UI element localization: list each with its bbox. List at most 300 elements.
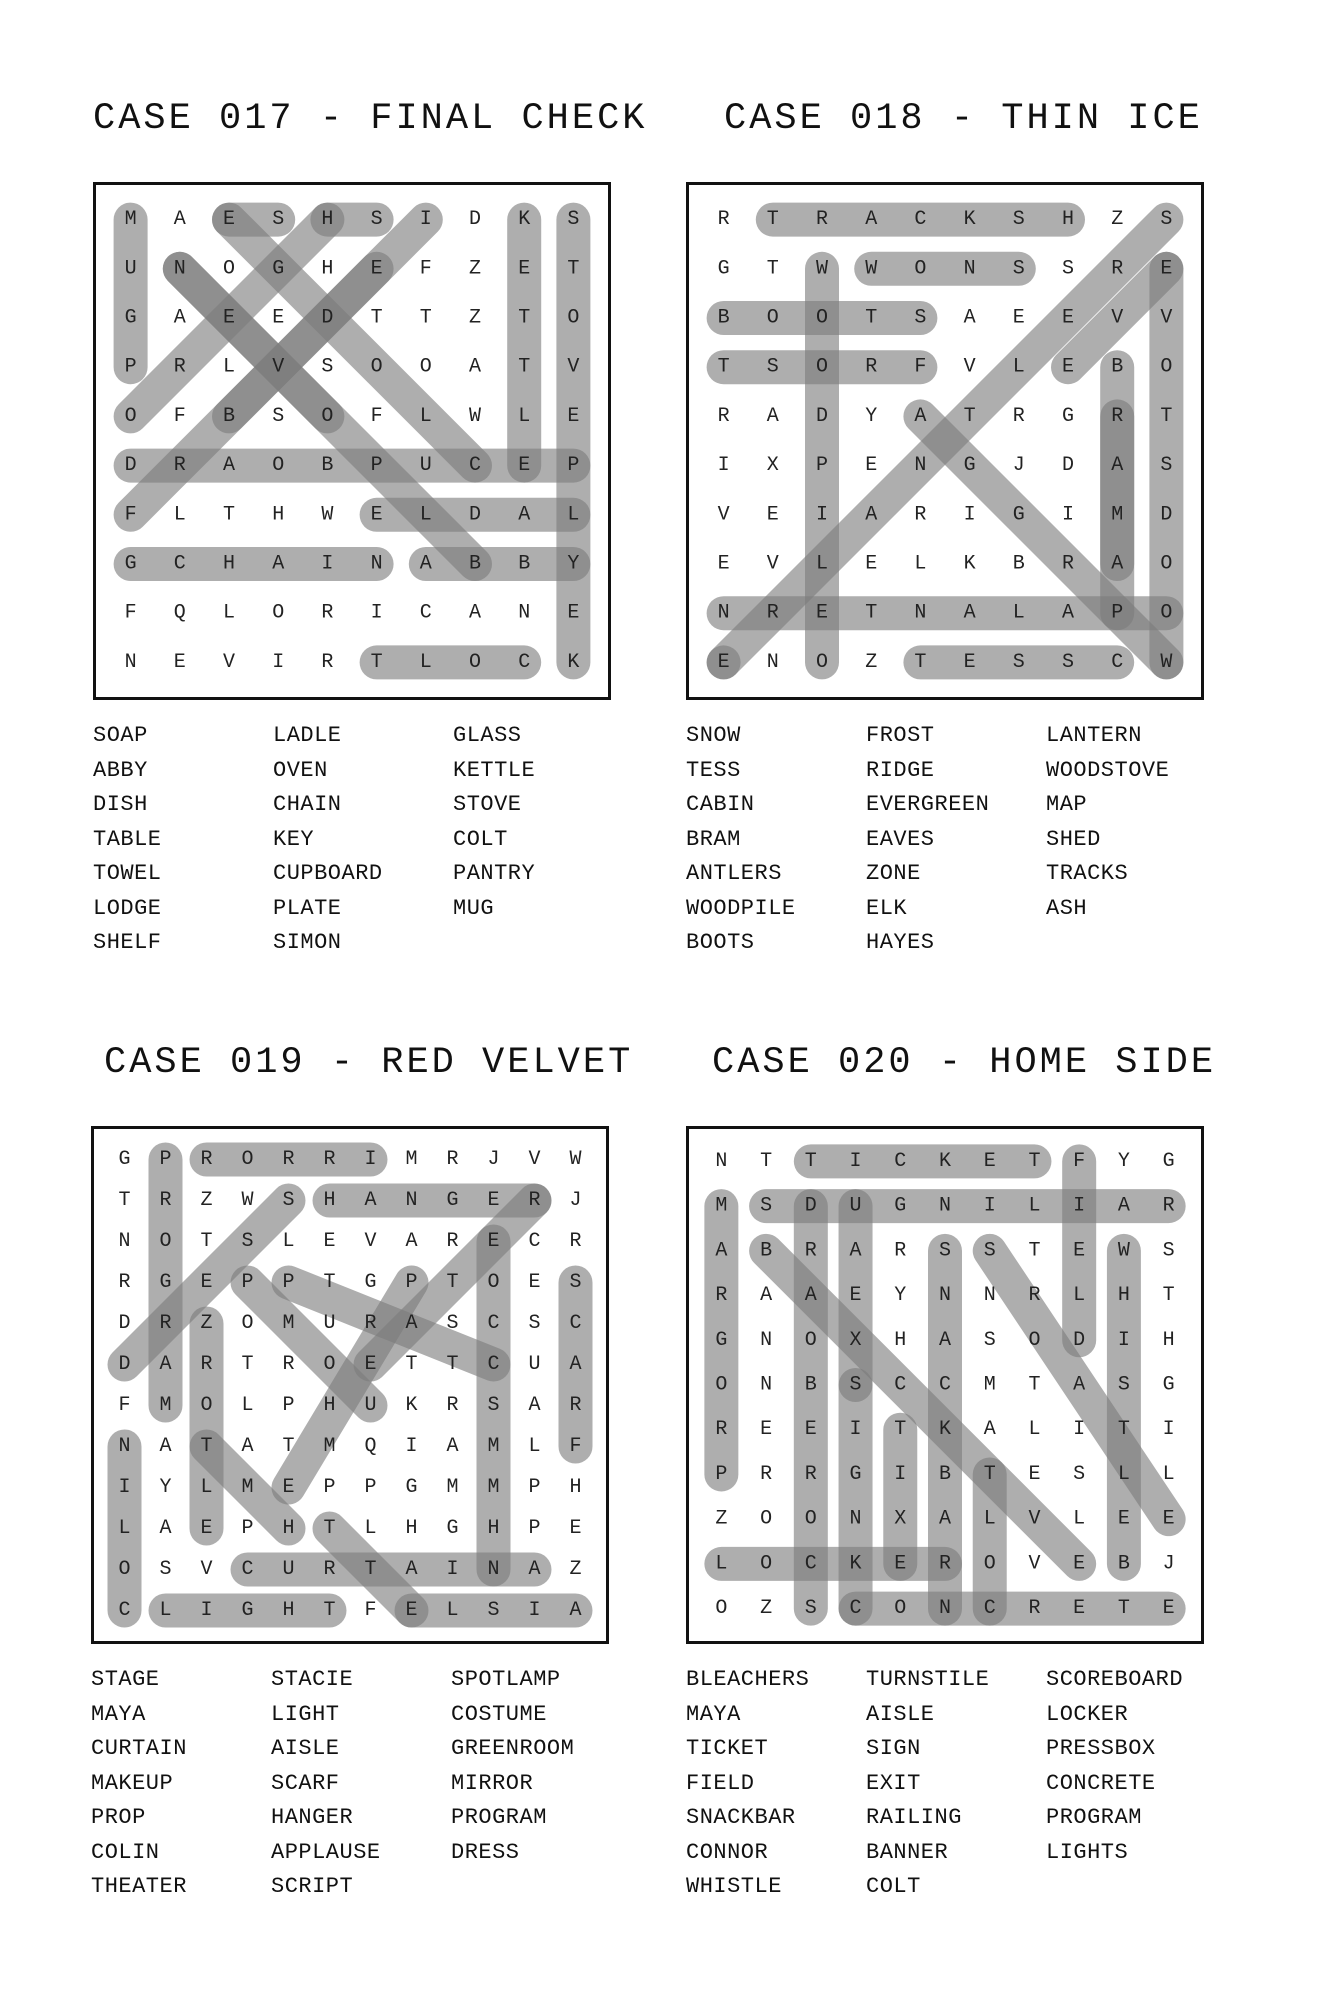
grid-letter[interactable]: N [717, 601, 730, 625]
grid-letter[interactable]: D [804, 1194, 817, 1218]
grid-letter[interactable]: E [370, 257, 383, 281]
grid-letter[interactable]: G [446, 1189, 459, 1212]
grid-letter[interactable]: A [1111, 552, 1124, 576]
grid-letter[interactable]: I [419, 208, 432, 232]
grid-letter[interactable]: Y [894, 1284, 907, 1308]
grid-letter[interactable]: A [173, 306, 186, 330]
grid-letter[interactable]: W [1117, 1239, 1130, 1263]
grid-letter[interactable]: C [914, 208, 927, 232]
grid-letter[interactable]: C [983, 1597, 996, 1621]
grid-letter[interactable]: R [446, 1148, 459, 1171]
grid-letter[interactable]: L [914, 552, 927, 576]
grid-letter[interactable]: G [118, 1148, 131, 1171]
grid-letter[interactable]: A [983, 1418, 996, 1442]
grid-letter[interactable]: T [865, 601, 878, 625]
grid-letter[interactable]: N [914, 454, 927, 478]
grid-letter[interactable]: L [222, 355, 236, 379]
grid-letter[interactable]: S [938, 1239, 952, 1263]
grid-letter[interactable]: L [364, 1517, 377, 1540]
grid-letter[interactable]: V [528, 1148, 541, 1171]
grid-letter[interactable]: W [321, 503, 334, 527]
grid-letter[interactable]: J [569, 1189, 582, 1212]
grid-letter[interactable]: S [1012, 257, 1025, 281]
grid-letter[interactable]: M [487, 1435, 500, 1458]
grid-letter[interactable]: S [1061, 257, 1075, 281]
grid-letter[interactable]: R [715, 1284, 728, 1308]
grid-letter[interactable]: E [1160, 257, 1173, 281]
grid-letter[interactable]: E [518, 454, 531, 478]
grid-letter[interactable]: T [963, 404, 976, 428]
grid-letter[interactable]: C [241, 1558, 254, 1581]
grid-letter[interactable]: I [364, 1148, 377, 1171]
grid-letter[interactable]: H [894, 1328, 907, 1352]
grid-letter[interactable]: S [766, 355, 779, 379]
grid-letter[interactable]: A [159, 1435, 172, 1458]
grid-letter[interactable]: T [518, 355, 531, 379]
grid-letter[interactable]: S [528, 1312, 541, 1335]
grid-letter[interactable]: T [983, 1462, 996, 1486]
grid-letter[interactable]: T [323, 1517, 336, 1540]
grid-letter[interactable]: K [963, 208, 976, 232]
grid-letter[interactable]: R [323, 1558, 336, 1581]
grid-letter[interactable]: F [124, 601, 137, 625]
grid-letter[interactable]: H [1061, 208, 1075, 232]
grid-letter[interactable]: J [1162, 1552, 1175, 1576]
grid-letter[interactable]: T [766, 208, 779, 232]
grid-letter[interactable]: E [983, 1149, 996, 1173]
grid-letter[interactable]: N [760, 1328, 773, 1352]
grid-letter[interactable]: R [715, 1418, 728, 1442]
grid-letter[interactable]: A [766, 404, 779, 428]
grid-letter[interactable]: L [1073, 1284, 1086, 1308]
grid-letter[interactable]: H [323, 1394, 336, 1417]
grid-letter[interactable]: B [804, 1373, 817, 1397]
grid-letter[interactable]: O [222, 257, 236, 281]
grid-letter[interactable]: L [173, 503, 186, 527]
grid-letter[interactable]: A [865, 503, 878, 527]
grid-letter[interactable]: Z [468, 306, 482, 330]
grid-letter[interactable]: N [849, 1507, 862, 1531]
grid-letter[interactable]: S [446, 1312, 459, 1335]
grid-letter[interactable]: C [804, 1552, 817, 1576]
grid-letter[interactable]: I [963, 503, 976, 527]
grid-letter[interactable]: G [1061, 404, 1075, 428]
grid-letter[interactable]: H [321, 257, 334, 281]
grid-letter[interactable]: G [715, 1328, 728, 1352]
grid-letter[interactable]: S [241, 1230, 254, 1253]
grid-letter[interactable]: O [1028, 1328, 1041, 1352]
grid-letter[interactable]: R [364, 1312, 377, 1335]
grid-letter[interactable]: O [766, 306, 779, 330]
grid-letter[interactable]: M [405, 1148, 418, 1171]
grid-letter[interactable]: L [1028, 1194, 1041, 1218]
grid-letter[interactable]: O [815, 650, 829, 674]
grid-letter[interactable]: K [963, 552, 976, 576]
grid-letter[interactable]: E [1117, 1507, 1130, 1531]
grid-letter[interactable]: I [849, 1149, 862, 1173]
grid-letter[interactable]: G [272, 257, 285, 281]
grid-letter[interactable]: O [124, 404, 137, 428]
grid-letter[interactable]: C [468, 454, 482, 478]
grid-letter[interactable]: T [405, 1353, 418, 1376]
grid-letter[interactable]: M [241, 1476, 254, 1499]
grid-letter[interactable]: A [938, 1507, 952, 1531]
grid-letter[interactable]: V [1111, 306, 1124, 330]
grid-letter[interactable]: C [487, 1312, 500, 1335]
grid-letter[interactable]: Z [1111, 208, 1124, 232]
grid-letter[interactable]: A [1073, 1373, 1086, 1397]
grid-letter[interactable]: S [983, 1239, 996, 1263]
grid-letter[interactable]: E [1061, 355, 1075, 379]
grid-letter[interactable]: T [222, 503, 236, 527]
grid-letter[interactable]: P [715, 1462, 728, 1486]
grid-letter[interactable]: I [321, 552, 334, 576]
grid-letter[interactable]: Y [865, 404, 878, 428]
grid-letter[interactable]: H [321, 208, 334, 232]
grid-letter[interactable]: L [118, 1517, 131, 1540]
grid-letter[interactable]: F [370, 404, 383, 428]
grid-letter[interactable]: A [528, 1558, 541, 1581]
grid-letter[interactable]: O [914, 257, 927, 281]
grid-letter[interactable]: W [569, 1148, 582, 1171]
grid-letter[interactable]: T [1160, 404, 1173, 428]
grid-letter[interactable]: D [1061, 454, 1075, 478]
grid-letter[interactable]: R [118, 1271, 131, 1294]
grid-letter[interactable]: N [173, 257, 186, 281]
grid-letter[interactable]: G [124, 552, 137, 576]
grid-letter[interactable]: G [963, 454, 976, 478]
grid-letter[interactable]: L [419, 503, 432, 527]
grid-letter[interactable]: D [321, 306, 334, 330]
grid-letter[interactable]: N [938, 1597, 952, 1621]
grid-letter[interactable]: S [487, 1599, 500, 1622]
grid-letter[interactable]: L [1028, 1418, 1041, 1442]
grid-letter[interactable]: P [405, 1271, 418, 1294]
grid-letter[interactable]: E [865, 552, 878, 576]
grid-letter[interactable]: R [173, 454, 186, 478]
grid-letter[interactable]: E [1073, 1552, 1086, 1576]
grid-letter[interactable]: R [200, 1353, 213, 1376]
grid-letter[interactable]: N [124, 650, 137, 674]
grid-letter[interactable]: Z [760, 1597, 773, 1621]
grid-letter[interactable]: E [200, 1517, 213, 1540]
grid-letter[interactable]: E [282, 1476, 295, 1499]
grid-letter[interactable]: Y [567, 552, 580, 576]
grid-letter[interactable]: P [124, 355, 137, 379]
grid-letter[interactable]: B [717, 306, 730, 330]
grid-letter[interactable]: W [865, 257, 878, 281]
grid-letter[interactable]: K [938, 1149, 952, 1173]
grid-letter[interactable]: S [282, 1189, 295, 1212]
grid-letter[interactable]: E [323, 1230, 336, 1253]
grid-letter[interactable]: D [124, 454, 137, 478]
grid-letter[interactable]: T [804, 1149, 817, 1173]
grid-letter[interactable]: I [1061, 503, 1075, 527]
grid-letter[interactable]: N [118, 1230, 131, 1253]
grid-letter[interactable]: T [760, 1149, 773, 1173]
grid-letter[interactable]: E [173, 650, 186, 674]
grid-letter[interactable]: R [321, 601, 334, 625]
grid-letter[interactable]: O [894, 1597, 907, 1621]
grid-letter[interactable]: O [200, 1394, 213, 1417]
grid-letter[interactable]: M [159, 1394, 172, 1417]
grid-letter[interactable]: D [1073, 1328, 1086, 1352]
grid-letter[interactable]: Z [865, 650, 878, 674]
grid-letter[interactable]: I [1162, 1418, 1175, 1442]
grid-letter[interactable]: E [487, 1189, 500, 1212]
grid-letter[interactable]: I [370, 601, 383, 625]
grid-letter[interactable]: R [1028, 1597, 1041, 1621]
grid-letter[interactable]: E [815, 601, 829, 625]
grid-letter[interactable]: E [567, 404, 580, 428]
grid-letter[interactable]: P [370, 454, 383, 478]
grid-letter[interactable]: K [405, 1394, 418, 1417]
grid-letter[interactable]: L [1012, 355, 1025, 379]
grid-letter[interactable]: L [567, 503, 580, 527]
grid-letter[interactable]: G [159, 1271, 172, 1294]
grid-letter[interactable]: O [983, 1552, 996, 1576]
grid-letter[interactable]: R [159, 1189, 172, 1212]
grid-letter[interactable]: C [518, 650, 531, 674]
grid-letter[interactable]: H [569, 1476, 582, 1499]
grid-letter[interactable]: S [487, 1394, 500, 1417]
grid-letter[interactable]: I [405, 1435, 418, 1458]
grid-letter[interactable]: V [766, 552, 779, 576]
grid-letter[interactable]: C [894, 1149, 907, 1173]
grid-letter[interactable]: M [487, 1476, 500, 1499]
grid-letter[interactable]: I [849, 1418, 862, 1442]
grid-letter[interactable]: R [760, 1462, 773, 1486]
grid-letter[interactable]: L [419, 650, 432, 674]
grid-letter[interactable]: U [282, 1558, 295, 1581]
grid-letter[interactable]: A [528, 1394, 541, 1417]
grid-letter[interactable]: V [963, 355, 976, 379]
grid-letter[interactable]: C [118, 1599, 131, 1622]
grid-letter[interactable]: R [804, 1462, 817, 1486]
grid-letter[interactable]: A [1117, 1194, 1130, 1218]
grid-letter[interactable]: E [1162, 1507, 1175, 1531]
grid-letter[interactable]: T [241, 1353, 254, 1376]
grid-letter[interactable]: T [1117, 1418, 1130, 1442]
grid-letter[interactable]: E [894, 1552, 907, 1576]
grid-letter[interactable]: O [567, 306, 580, 330]
grid-letter[interactable]: P [282, 1271, 295, 1294]
grid-letter[interactable]: E [1162, 1597, 1175, 1621]
grid-letter[interactable]: Z [200, 1189, 213, 1212]
grid-letter[interactable]: S [1061, 650, 1075, 674]
grid-letter[interactable]: C [569, 1312, 582, 1335]
grid-letter[interactable]: C [1111, 650, 1124, 674]
grid-letter[interactable]: L [1162, 1462, 1175, 1486]
grid-letter[interactable]: B [1111, 355, 1124, 379]
grid-letter[interactable]: H [1117, 1284, 1130, 1308]
grid-letter[interactable]: A [715, 1239, 728, 1263]
grid-letter[interactable]: B [1117, 1552, 1130, 1576]
grid-letter[interactable]: H [282, 1599, 295, 1622]
grid-letter[interactable]: M [323, 1435, 336, 1458]
grid-letter[interactable]: N [118, 1435, 131, 1458]
grid-letter[interactable]: H [282, 1517, 295, 1540]
grid-letter[interactable]: R [1111, 404, 1124, 428]
grid-letter[interactable]: R [173, 355, 186, 379]
grid-letter[interactable]: P [241, 1517, 254, 1540]
grid-letter[interactable]: R [282, 1148, 295, 1171]
grid-letter[interactable]: T [894, 1418, 907, 1442]
grid-letter[interactable]: S [272, 404, 285, 428]
grid-letter[interactable]: R [321, 650, 334, 674]
grid-letter[interactable]: K [849, 1552, 862, 1576]
grid-letter[interactable]: G [124, 306, 137, 330]
grid-letter[interactable]: D [118, 1353, 131, 1376]
grid-letter[interactable]: R [1061, 552, 1075, 576]
grid-letter[interactable]: Z [569, 1558, 582, 1581]
grid-letter[interactable]: I [717, 454, 730, 478]
grid-letter[interactable]: E [272, 306, 285, 330]
grid-letter[interactable]: L [715, 1552, 728, 1576]
grid-letter[interactable]: R [1162, 1194, 1175, 1218]
grid-letter[interactable]: P [364, 1476, 377, 1499]
grid-letter[interactable]: M [983, 1373, 996, 1397]
grid-letter[interactable]: S [569, 1271, 582, 1294]
grid-letter[interactable]: N [963, 257, 976, 281]
grid-letter[interactable]: A [1111, 454, 1124, 478]
grid-letter[interactable]: V [200, 1558, 213, 1581]
grid-letter[interactable]: R [894, 1239, 907, 1263]
grid-letter[interactable]: F [419, 257, 432, 281]
grid-letter[interactable]: R [865, 355, 878, 379]
grid-letter[interactable]: I [1073, 1194, 1086, 1218]
grid-letter[interactable]: K [938, 1418, 952, 1442]
grid-letter[interactable]: E [405, 1599, 418, 1622]
grid-letter[interactable]: P [241, 1271, 254, 1294]
grid-letter[interactable]: E [1073, 1239, 1086, 1263]
grid-letter[interactable]: I [528, 1599, 541, 1622]
grid-letter[interactable]: P [528, 1517, 541, 1540]
grid-letter[interactable]: M [124, 208, 137, 232]
grid-letter[interactable]: R [282, 1353, 295, 1376]
grid-letter[interactable]: G [1162, 1373, 1175, 1397]
grid-letter[interactable]: O [487, 1271, 500, 1294]
grid-letter[interactable]: A [222, 454, 236, 478]
grid-letter[interactable]: T [323, 1599, 336, 1622]
grid-letter[interactable]: C [894, 1373, 907, 1397]
grid-letter[interactable]: S [1160, 208, 1173, 232]
grid-letter[interactable]: R [717, 208, 730, 232]
grid-letter[interactable]: S [567, 208, 580, 232]
grid-letter[interactable]: A [419, 552, 432, 576]
grid-letter[interactable]: E [760, 1418, 773, 1442]
grid-letter[interactable]: G [1162, 1149, 1175, 1173]
grid-letter[interactable]: I [272, 650, 285, 674]
grid-letter[interactable]: U [849, 1194, 862, 1218]
grid-letter[interactable]: T [364, 1558, 377, 1581]
grid-letter[interactable]: G [1012, 503, 1025, 527]
grid-letter[interactable]: T [419, 306, 432, 330]
grid-letter[interactable]: T [914, 650, 927, 674]
grid-letter[interactable]: H [1162, 1328, 1175, 1352]
grid-letter[interactable]: F [1073, 1149, 1086, 1173]
grid-letter[interactable]: O [321, 404, 334, 428]
grid-letter[interactable]: E [963, 650, 976, 674]
grid-letter[interactable]: F [118, 1394, 131, 1417]
grid-letter[interactable]: B [1012, 552, 1025, 576]
grid-letter[interactable]: A [405, 1558, 418, 1581]
grid-letter[interactable]: E [518, 257, 531, 281]
grid-letter[interactable]: O [760, 1552, 773, 1576]
grid-letter[interactable]: F [914, 355, 927, 379]
grid-letter[interactable]: E [1012, 306, 1025, 330]
grid-letter[interactable]: S [1160, 454, 1173, 478]
grid-letter[interactable]: A [468, 601, 482, 625]
grid-letter[interactable]: E [569, 1517, 582, 1540]
grid-letter[interactable]: R [200, 1148, 213, 1171]
grid-letter[interactable]: W [241, 1189, 254, 1212]
grid-letter[interactable]: H [487, 1517, 500, 1540]
grid-letter[interactable]: D [468, 503, 482, 527]
grid-letter[interactable]: T [200, 1230, 213, 1253]
grid-letter[interactable]: L [1073, 1507, 1086, 1531]
grid-letter[interactable]: R [323, 1148, 336, 1171]
grid-letter[interactable]: S [159, 1558, 172, 1581]
grid-letter[interactable]: P [567, 454, 580, 478]
grid-letter[interactable]: W [468, 404, 482, 428]
grid-letter[interactable]: F [569, 1435, 582, 1458]
grid-letter[interactable]: C [173, 552, 186, 576]
grid-letter[interactable]: H [272, 503, 285, 527]
grid-letter[interactable]: I [815, 503, 829, 527]
grid-letter[interactable]: A [272, 552, 285, 576]
grid-letter[interactable]: O [468, 650, 482, 674]
grid-letter[interactable]: S [804, 1597, 817, 1621]
grid-letter[interactable]: D [118, 1312, 131, 1335]
grid-letter[interactable]: N [938, 1284, 952, 1308]
grid-letter[interactable]: O [1160, 552, 1173, 576]
grid-letter[interactable]: E [370, 503, 383, 527]
grid-letter[interactable]: C [938, 1373, 952, 1397]
grid-letter[interactable]: V [222, 650, 236, 674]
grid-letter[interactable]: O [159, 1230, 172, 1253]
grid-letter[interactable]: Z [715, 1507, 728, 1531]
grid-letter[interactable]: F [173, 404, 186, 428]
grid-letter[interactable]: O [1160, 355, 1173, 379]
grid-letter[interactable]: O [241, 1148, 254, 1171]
grid-letter[interactable]: D [468, 208, 482, 232]
grid-letter[interactable]: R [446, 1230, 459, 1253]
grid-letter[interactable]: A [159, 1353, 172, 1376]
grid-letter[interactable]: F [364, 1599, 377, 1622]
grid-letter[interactable]: T [518, 306, 531, 330]
grid-letter[interactable]: S [1073, 1462, 1086, 1486]
grid-letter[interactable]: I [1073, 1418, 1086, 1442]
grid-letter[interactable]: E [528, 1271, 541, 1294]
grid-letter[interactable]: R [804, 1239, 817, 1263]
grid-letter[interactable]: K [518, 208, 531, 232]
grid-letter[interactable]: S [1162, 1239, 1175, 1263]
grid-letter[interactable]: A [569, 1599, 582, 1622]
grid-letter[interactable]: O [118, 1558, 131, 1581]
grid-letter[interactable]: L [1012, 601, 1025, 625]
grid-letter[interactable]: T [370, 650, 383, 674]
grid-letter[interactable]: I [446, 1558, 459, 1581]
grid-letter[interactable]: G [364, 1271, 377, 1294]
grid-letter[interactable]: A [760, 1284, 773, 1308]
grid-letter[interactable]: A [849, 1239, 862, 1263]
grid-letter[interactable]: T [1028, 1239, 1041, 1263]
grid-letter[interactable]: R [914, 503, 927, 527]
grid-letter[interactable]: E [487, 1230, 500, 1253]
grid-letter[interactable]: I [1117, 1328, 1130, 1352]
grid-letter[interactable]: N [518, 601, 531, 625]
